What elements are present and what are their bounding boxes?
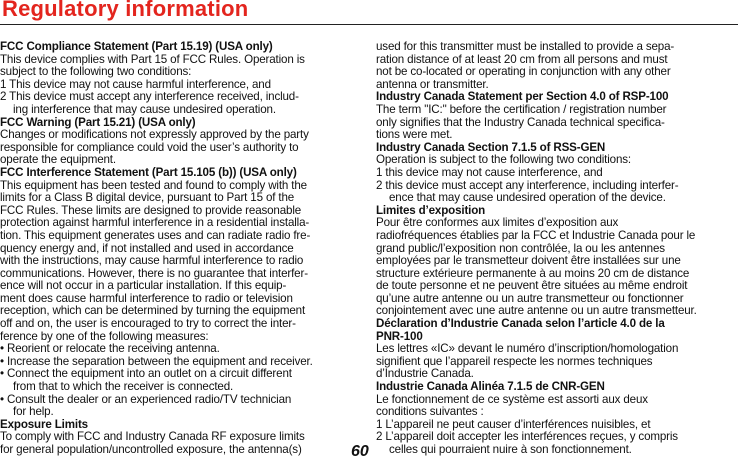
right-text-line: signifient que l’appareil respecte les normes techniques — [376, 354, 653, 368]
right-text-line: radiofréquences établies par la FCC et Industrie Canada pour le — [376, 228, 696, 242]
right-section-heading: Industry Canada Statement per Section 4.0 of RSP-100 — [376, 90, 669, 104]
right-text-line: only signifies that the Industry Canada technical specifica- — [376, 115, 665, 129]
left-text-line: operate the equipment. — [0, 153, 116, 167]
left-text-line: 1 This device may not cause harmful interference, and — [0, 77, 271, 91]
right-text-line: celles qui pourraient nuire à son fonctionnement. — [389, 443, 632, 456]
right-text-line: Les lettres «IC» devant le numéro d’inscription/homologation — [376, 342, 679, 356]
right-text-line: Pour être conformes aux limites d’exposition aux — [376, 216, 619, 230]
left-text-line: protection against harmful interference in a residential installa- — [0, 216, 310, 230]
right-text-line: ence that may cause undesired operation of the device. — [389, 191, 666, 205]
left-text-line: off and on, the user is encouraged to try to correct the inter- — [0, 317, 296, 331]
right-text-line: tions were met. — [376, 128, 453, 142]
right-text-line: conditions suivantes : — [376, 405, 484, 419]
left-text-line: tion. This equipment generates uses and can radiate radio fre- — [0, 228, 311, 242]
left-text-line: for general population/uncontrolled exposure, the antenna(s) — [0, 443, 302, 456]
left-text-line: responsible for compliance could void the user’s authority to — [0, 140, 299, 154]
right-text-line: 1 this device may not cause interference, and — [376, 165, 603, 179]
right-text-line: 1 L’appareil ne peut causer d’interférences nuisibles, et — [376, 417, 651, 431]
left-column — [0, 41, 365, 457]
left-text-line: Changes or modifications not expressly approved by the party — [0, 128, 309, 142]
left-text-line: ment does cause harmful interference to radio or television — [0, 291, 293, 305]
left-text-line: reception, which can be determined by turning the equipment — [0, 304, 306, 318]
left-text-line: limits for a Class B digital device, pursuant to Part 15 of the — [0, 191, 295, 205]
left-text-line: for help. — [13, 405, 54, 419]
left-text-line: 2 This device must accept any interference received, includ- — [0, 90, 299, 104]
left-text-line: To comply with FCC and Industry Canada RF exposure limits — [0, 430, 305, 444]
right-text-line: Operation is subject to the following two conditions: — [376, 153, 631, 167]
right-text-line: ration distance of at least 20 cm from all persons and must — [376, 52, 668, 66]
page-title: Regulatory information — [2, 0, 249, 21]
left-section-heading: Exposure Limits — [0, 417, 88, 431]
left-text-line: This device complies with Part 15 of FCC Rules. Operation is — [0, 52, 305, 66]
left-text-line: ence will not occur in a particular installation. If this equip- — [0, 279, 287, 293]
right-text-line: antenna or transmitter. — [376, 77, 489, 91]
right-section-heading: Limites d’exposition — [376, 203, 486, 217]
right-text-line: 2 this device must accept any interference, including interfer- — [376, 178, 679, 192]
left-text-line: quency energy and, if not installed and used in accordance — [0, 241, 294, 255]
right-text-line: de toute personne et ne peuvent être situées au même endroit — [376, 279, 688, 293]
right-text-line: Le fonctionnement de ce système est assorti aux deux — [376, 392, 648, 406]
left-text-line: This equipment has been tested and found to comply with the — [0, 178, 307, 192]
right-section-heading: Industrie Canada Alinéa 7.1.5 de CNR-GEN — [376, 380, 605, 394]
left-text-line: ference by one of the following measures: — [0, 329, 209, 343]
left-text-line: • Increase the separation between the equipment and receiver. — [0, 354, 313, 368]
left-section-heading: FCC Compliance Statement (Part 15.19) (USA only) — [0, 40, 273, 53]
left-text-line: • Connect the equipment into an outlet on a circuit different — [0, 367, 292, 381]
right-section-heading: Déclaration d’Industrie Canada selon l’article 4.0 de la — [376, 317, 665, 331]
right-section-heading: PNR-100 — [376, 329, 423, 343]
right-text-line: The term "IC:" before the certification / registration number — [376, 102, 667, 116]
right-text-line: not be co-located or operating in conjunction with any other — [376, 65, 671, 79]
page-number: 60 — [351, 443, 369, 460]
right-text-line: qu’une autre antenne ou un autre transmetteur ou fonctionner — [376, 291, 684, 305]
right-text-line: used for this transmitter must be installed to provide a sepa- — [376, 40, 675, 53]
left-text-line: from that to which the receiver is connected. — [13, 380, 234, 394]
left-section-heading: FCC Interference Statement (Part 15.105 (b)) (USA only) — [0, 165, 297, 179]
right-text-line: d’Industrie Canada. — [376, 367, 474, 381]
left-text-line: subject to the following two conditions: — [0, 65, 192, 79]
right-text-line: conjointement avec une autre antenne ou un autre transmetteur. — [376, 304, 697, 318]
right-text-line: 2 L’appareil doit accepter les interférences reçues, y compris — [376, 430, 678, 444]
left-section-heading: FCC Warning (Part 15.21) (USA only) — [0, 115, 196, 129]
left-text-line: • Reorient or relocate the receiving antenna. — [0, 342, 220, 356]
left-text-line: FCC Rules. These limits are designed to provide reasonable — [0, 203, 302, 217]
title-divider — [0, 24, 738, 25]
right-section-heading: Industry Canada Section 7.1.5 of RSS-GEN — [376, 140, 606, 154]
right-text-line: employées par le transmetteur doivent être installées sur une — [376, 254, 681, 268]
right-column — [376, 41, 738, 457]
right-text-line: grand public/l’exposition non contrôlée, la ou les antennes — [376, 241, 665, 255]
left-text-line: ing interference that may cause undesired operation. — [13, 102, 276, 116]
left-text-line: with the instructions, may cause harmful interference to radio — [0, 254, 304, 268]
right-text-line: structure extérieure permanente à au moins 20 cm de distance — [376, 266, 690, 280]
left-text-line: • Consult the dealer or an experienced radio/TV technician — [0, 392, 292, 406]
left-text-line: communications. However, there is no guarantee that interfer- — [0, 266, 308, 280]
